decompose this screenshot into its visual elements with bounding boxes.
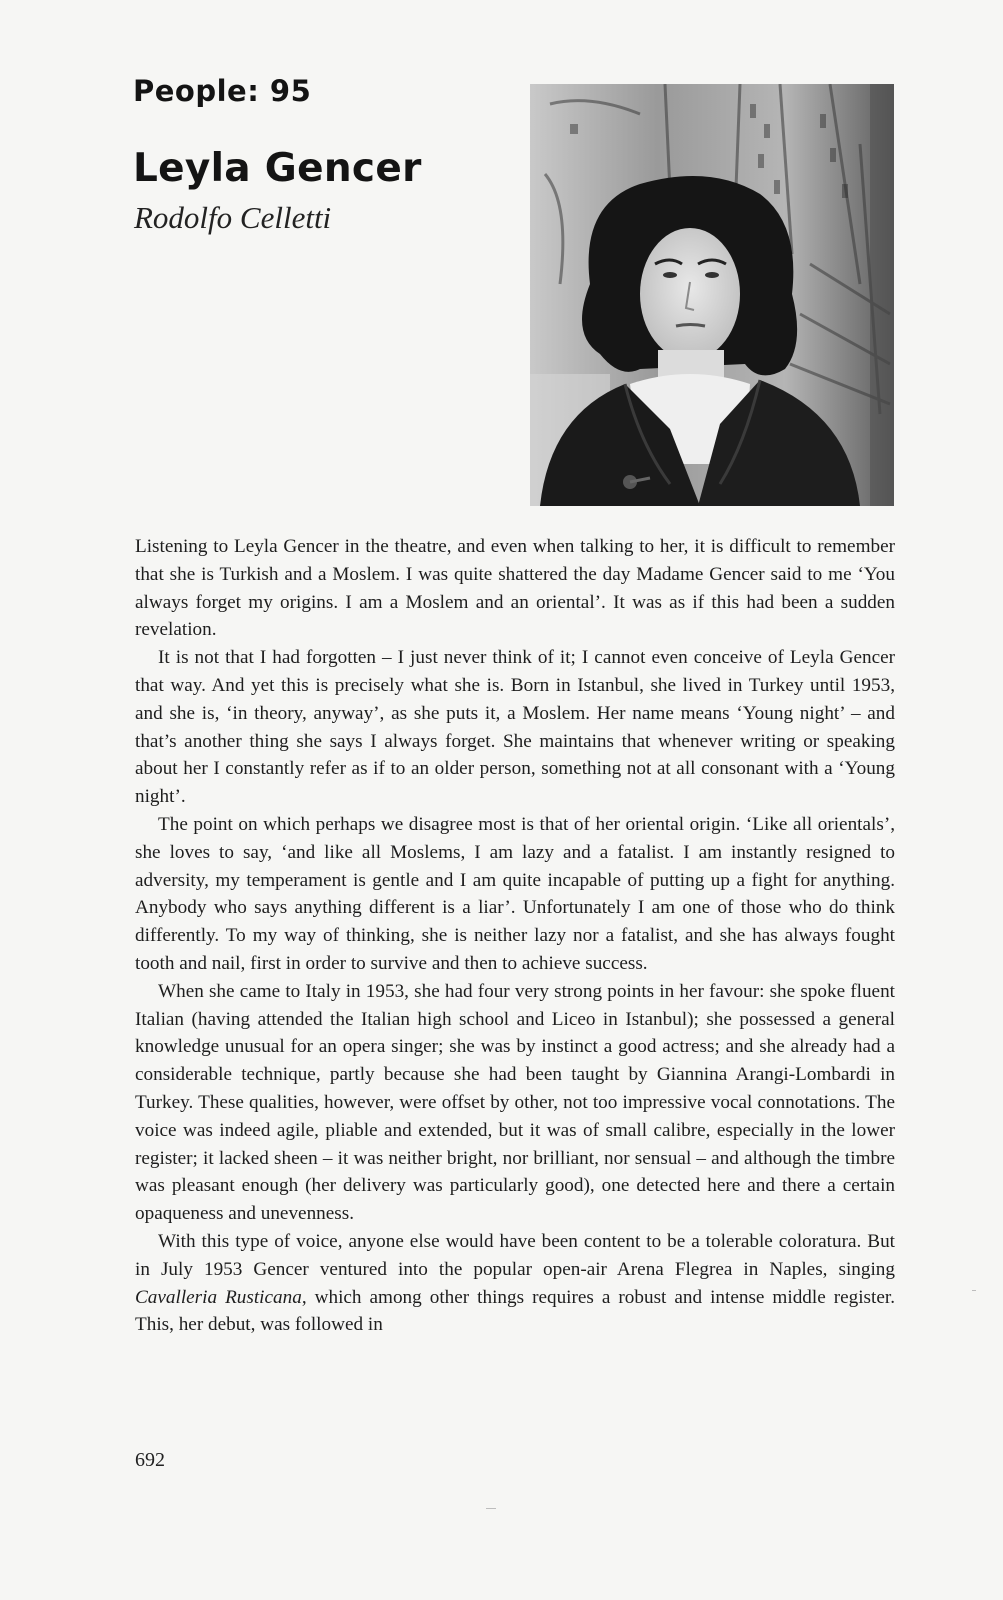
paragraph-text: When she came to Italy in 1953, she had four very strong points in her favour: she spoke fluent Italian (having attended the Italian high school and Liceo in Istanbul); she possessed a general knowledge unusual for an opera singer; she was by instinct a good actress; and she already had a considerable technique, partly because she had been taught by Giannina Arangi-Lombardi in Turkey. These qualities, however, were offset by other, not too impressive vocal connotations. The voice was indeed agile, pliable and extended, but it was of small calibre, especially in the lower register; it lacked sheen – it was neither bright, nor brilliant, nor sensual – and although the timbre was pleasant enough (her delivery was particularly good), one detected here and there a certain opaqueness and unevenness.	[135, 980, 895, 1225]
article-title: Leyla Gencer	[133, 146, 422, 191]
body-paragraph	[135, 644, 895, 811]
paragraph-text: Listening to Leyla Gencer in the theatre, and even when talking to her, it is difficult to remember that she is Turkish and a Moslem. I was quite shattered the day Madame Gencer said to me ‘You always forget my origins. I am a Moslem and an oriental’. It was as if this had been a sudden revelation.	[135, 536, 895, 641]
series-heading: People: 95	[133, 74, 312, 108]
body-paragraph	[135, 1228, 895, 1339]
page-number: 692	[135, 1449, 165, 1471]
body-paragraph	[135, 533, 895, 644]
body-paragraph	[135, 978, 895, 1228]
paragraph-text: It is not that I had forgotten – I just never think of it; I cannot even conceive of Leyla Gencer that way. And yet this is precisely what she is. Born in Istanbul, she lived in Turkey until 1953, and she is, ‘in theory, anyway’, as she puts it, a Moslem. Her name means ‘Young night’ – and that’s another thing she says I always forget. She maintains that whenever writing or speaking about her I constantly refer as if to an older person, something not at all consonant with a ‘Young night’.	[135, 647, 895, 808]
italic-title-text: Cavalleria Rusticana	[135, 1286, 302, 1308]
paragraph-text: The point on which perhaps we disagree most is that of her oriental origin. ‘Like all orientals’, she loves to say, ‘and like all Moslems, I am lazy and a fatalist. I am instantly resigned to adversity, my temperament is gentle and I am quite incapable of putting up a fight for anything. Anybody who says anything different is a liar’. Unfortunately I am one of those who do think differently. To my way of thinking, she is neither lazy nor a fatalist, and she has always fought tooth and nail, first in order to survive and then to achieve success.	[135, 813, 895, 974]
paragraph-text: , which among other things requires a robust and intense middle register. This, her debut, was followed in	[135, 1286, 895, 1336]
paragraph-text: With this type of voice, anyone else would have been content to be a tolerable coloratura. But in July 1953 Gencer ventured into the popular open-air Arena Flegrea in Naples, singing	[135, 1230, 895, 1280]
body-paragraph	[135, 811, 895, 978]
article-body	[135, 533, 895, 1339]
portrait-photo	[530, 84, 894, 506]
author-byline: Rodolfo Celletti	[134, 200, 332, 235]
scan-speck	[972, 1290, 976, 1291]
scan-speck	[486, 1508, 496, 1509]
